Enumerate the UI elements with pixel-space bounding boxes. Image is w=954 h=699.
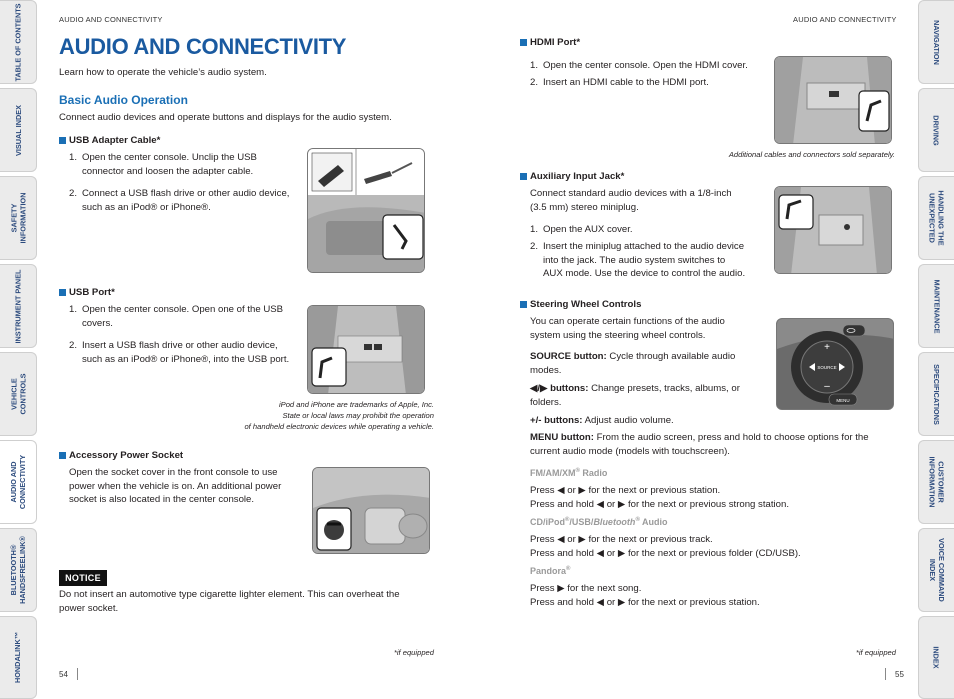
desc-label: MENU button: — [530, 432, 594, 443]
step-text — [82, 187, 317, 214]
pandora-heading — [530, 566, 570, 576]
heading-label: HDMI Port* — [530, 37, 581, 48]
step-line: Open the center console. Open one of the USB — [82, 304, 284, 315]
tab-customer-information[interactable] — [918, 440, 954, 524]
usb-adapter-illustration — [308, 149, 425, 273]
blue-square-icon — [59, 137, 66, 144]
step-number: 2. — [530, 77, 539, 88]
tab-voice-command-index[interactable] — [918, 528, 954, 612]
page-title: AUDIO AND CONNECTIVITY — [59, 34, 347, 59]
tab-label: SPECIFICATIONS — [932, 363, 941, 425]
basic-audio-text: Connect audio devices and operate buttons and displays for the audio system. — [59, 112, 392, 123]
desc-text: folders. — [530, 396, 562, 408]
steering-heading — [520, 299, 641, 310]
wheel-minus-label: – — [824, 381, 830, 392]
tab-label: MAINTENANCE — [932, 279, 942, 333]
tab-label: CUSTOMER INFORMATION — [927, 456, 946, 508]
fm-am-xm-text — [530, 484, 900, 511]
aux-intro — [530, 187, 765, 214]
text-line: Connect standard audio devices with a 1/8-inch — [530, 188, 732, 199]
desc-text: current audio mode (models with touchscreen). — [530, 445, 730, 457]
tab-maintenance[interactable] — [918, 264, 954, 348]
heading-label: Steering Wheel Controls — [530, 299, 642, 310]
menu-button-desc — [530, 431, 890, 458]
usb-adapter-photo — [307, 148, 425, 273]
blue-square-icon — [520, 39, 527, 46]
text-line: system using the steering wheel controls. — [530, 329, 706, 341]
power-socket-illustration — [313, 468, 430, 554]
desc-text: modes. — [530, 364, 562, 376]
notice-line: power socket. — [59, 602, 119, 614]
step-text — [543, 240, 778, 281]
step-text — [82, 303, 312, 330]
step-line: such as an iPod® or iPhone®. — [82, 201, 211, 213]
text-line: Press and hold ◀ or ▶ for the next or previous folder (CD/USB). — [530, 547, 801, 559]
aux-illustration — [775, 187, 892, 274]
desc-text: Change presets, tracks, albums, or — [588, 383, 740, 394]
sub-heading-text: Audio — [639, 517, 668, 527]
step-line: such as an iPod® or iPhone®, into the USB port. — [82, 353, 290, 365]
blue-square-icon — [59, 289, 66, 296]
notice-label: NOTICE — [59, 570, 107, 586]
step-text: Open the center console. Open the HDMI cover. — [543, 60, 748, 71]
page-number-divider — [885, 668, 886, 680]
tab-table-of-contents[interactable] — [0, 0, 37, 84]
tab-index[interactable] — [918, 616, 954, 699]
text-line: You can operate certain functions of the audio — [530, 316, 725, 327]
step-line: Insert the miniplug attached to the audio device — [543, 241, 745, 252]
tab-label: HONDALINK™ — [13, 631, 23, 684]
text-line: Press and hold ◀ or ▶ for the next or previous station. — [530, 596, 760, 608]
volume-buttons-desc — [530, 414, 770, 428]
blue-square-icon — [520, 173, 527, 180]
steering-wheel-illustration — [777, 319, 894, 410]
desc-label: +/- buttons: — [530, 415, 583, 426]
blue-square-icon — [520, 301, 527, 308]
text-line: Press ▶ for the next song. — [530, 583, 642, 594]
aux-heading — [520, 171, 624, 182]
desc-text: Adjust audio volume. — [582, 415, 674, 426]
hdmi-heading — [520, 37, 580, 48]
usb-port-photo — [307, 305, 425, 394]
step-number: 2. — [69, 188, 78, 199]
text-line: Press ◀ or ▶ for the next or previous track. — [530, 534, 713, 545]
step-number: 1. — [530, 60, 539, 71]
trademark-note — [180, 399, 434, 432]
text-line: Press and hold ◀ or ▶ for the next or previous strong station. — [530, 498, 789, 510]
tab-label: VOICE COMMAND INDEX — [927, 538, 946, 602]
notice-text — [59, 588, 439, 615]
step-number: 2. — [530, 241, 539, 252]
tab-label: VISUAL INDEX — [13, 104, 23, 156]
basic-audio-heading: Basic Audio Operation — [59, 93, 188, 107]
tab-label: AUDIO AND CONNECTIVITY — [9, 454, 28, 510]
step-text: Open the AUX cover. — [543, 224, 633, 235]
step-number: 1. — [530, 224, 539, 235]
usb-port-illustration — [308, 306, 425, 394]
text-line: (3.5 mm) stereo miniplug. — [530, 201, 639, 213]
tab-hondalink[interactable] — [0, 616, 37, 699]
cd-ipod-usb-heading — [530, 517, 668, 527]
steering-intro — [530, 315, 770, 342]
usb-port-heading — [59, 287, 115, 298]
step-text: Insert an HDMI cable to the HDMI port. — [543, 77, 709, 88]
tab-label: TABLE OF CONTENTS — [13, 2, 23, 82]
sub-heading-text: Bluetooth — [593, 517, 636, 527]
running-head: AUDIO AND CONNECTIVITY — [793, 15, 897, 24]
tab-navigation[interactable] — [918, 0, 954, 84]
pandora-text — [530, 582, 900, 609]
step-line: connector and loosen the adapter cable. — [82, 165, 254, 177]
step-line: Insert a USB flash drive or other audio device, — [82, 340, 278, 351]
if-equipped-note: *if equipped — [393, 648, 434, 657]
hdmi-note: Additional cables and connectors sold separately. — [728, 150, 895, 159]
step-text — [82, 151, 312, 178]
heading-label: USB Adapter Cable* — [69, 135, 161, 146]
desc-label: SOURCE button: — [530, 351, 607, 362]
note-line: State or local laws may prohibit the operation — [282, 411, 434, 420]
wheel-menu-label: MENU — [836, 398, 850, 403]
tab-vehicle-controls[interactable] — [0, 352, 37, 436]
tab-audio-and-connectivity[interactable] — [0, 440, 37, 524]
step-line: Connect a USB flash drive or other audio device, — [82, 188, 290, 199]
tab-specifications[interactable] — [918, 352, 954, 436]
intro-text: Learn how to operate the vehicle’s audio system. — [59, 67, 267, 78]
tab-visual-index[interactable] — [0, 88, 37, 172]
sub-heading-text: Radio — [579, 468, 608, 478]
heading-label: USB Port* — [69, 287, 115, 298]
page-number: 54 — [59, 670, 68, 679]
tab-label: SAFETY INFORMATION — [9, 192, 27, 244]
tab-driving[interactable] — [918, 88, 954, 172]
usb-adapter-heading — [59, 135, 160, 146]
step-line: Open the center console. Unclip the USB — [82, 152, 257, 163]
step-number: 1. — [69, 152, 78, 163]
step-number: 1. — [69, 304, 78, 315]
step-number: 2. — [69, 340, 78, 351]
sub-heading-text: CD/iPod — [530, 517, 565, 527]
tab-label: INSTRUMENT PANEL — [13, 268, 23, 344]
sub-heading-sup: ® — [575, 468, 580, 474]
power-socket-photo — [312, 467, 430, 554]
step-line: into the jack. The audio system switches to — [543, 254, 726, 266]
running-head: AUDIO AND CONNECTIVITY — [59, 15, 163, 24]
desc-text: From the audio screen, press and hold to choose options for the — [593, 432, 869, 443]
tab-label: VEHICLE CONTROLS — [9, 373, 28, 415]
tab-instrument-panel[interactable] — [0, 264, 37, 348]
tab-handling-the-unexpected[interactable] — [918, 176, 954, 260]
step-line: covers. — [82, 317, 113, 329]
note-line: of handheld electronic devices while operating a vehicle. — [244, 422, 434, 431]
sub-heading-text: Pandora — [530, 566, 567, 576]
desc-label: ◀/▶ buttons: — [530, 383, 589, 394]
tab-safety-information[interactable] — [0, 176, 37, 260]
accessory-heading — [59, 450, 183, 461]
wheel-plus-label: + — [824, 342, 830, 353]
wheel-source-label: SOURCE — [817, 365, 837, 370]
tab-label: INDEX — [932, 646, 941, 669]
sub-heading-sup: ® — [566, 566, 571, 572]
step-text — [82, 339, 317, 366]
sub-heading-sup: ® — [635, 517, 640, 523]
tab-bluetooth-handsfreelink[interactable] — [0, 528, 37, 612]
heading-label: Accessory Power Socket — [69, 450, 184, 461]
tab-label: NAVIGATION — [932, 19, 942, 65]
arrow-buttons-desc — [530, 382, 770, 409]
left-section-tabs — [0, 0, 37, 699]
sub-heading-text: /USB/ — [569, 517, 594, 527]
sub-heading-text: FM/AM/XM — [530, 468, 576, 478]
fm-am-xm-heading — [530, 468, 607, 478]
step-line: AUX mode. Use the device to control the audio. — [543, 268, 746, 280]
notice-line: Do not insert an automotive type cigarette lighter element. This can overheat the — [59, 589, 400, 600]
source-button-desc — [530, 350, 770, 377]
page-number-divider — [77, 668, 78, 680]
heading-label: Auxiliary Input Jack* — [530, 171, 625, 182]
text-line: Press ◀ or ▶ for the next or previous station. — [530, 485, 721, 496]
blue-square-icon — [59, 452, 66, 459]
hdmi-photo — [774, 56, 892, 144]
note-line: iPod and iPhone are trademarks of Apple, Inc. — [278, 400, 434, 409]
right-section-tabs — [918, 0, 954, 699]
if-equipped-note: *if equipped — [855, 648, 896, 657]
sub-heading-sup: ® — [565, 517, 570, 523]
text-line: Open the socket cover in the front console to use — [69, 467, 278, 478]
tab-label: DRIVING — [932, 114, 941, 146]
accessory-text — [69, 466, 304, 507]
text-line: socket is also located in the center console. — [69, 494, 255, 506]
steering-wheel-photo — [776, 318, 894, 410]
tab-label: BLUETOOTH® HANDSFREELINK® — [9, 536, 27, 604]
cd-ipod-usb-text — [530, 533, 900, 560]
page-number: 55 — [895, 670, 904, 679]
hdmi-illustration — [775, 57, 892, 144]
desc-text: Cycle through available audio — [606, 351, 736, 362]
text-line: power when the vehicle is on. An additional power — [69, 480, 282, 492]
aux-photo — [774, 186, 892, 274]
tab-label: HANDLING THE UNEXPECTED — [927, 190, 946, 246]
